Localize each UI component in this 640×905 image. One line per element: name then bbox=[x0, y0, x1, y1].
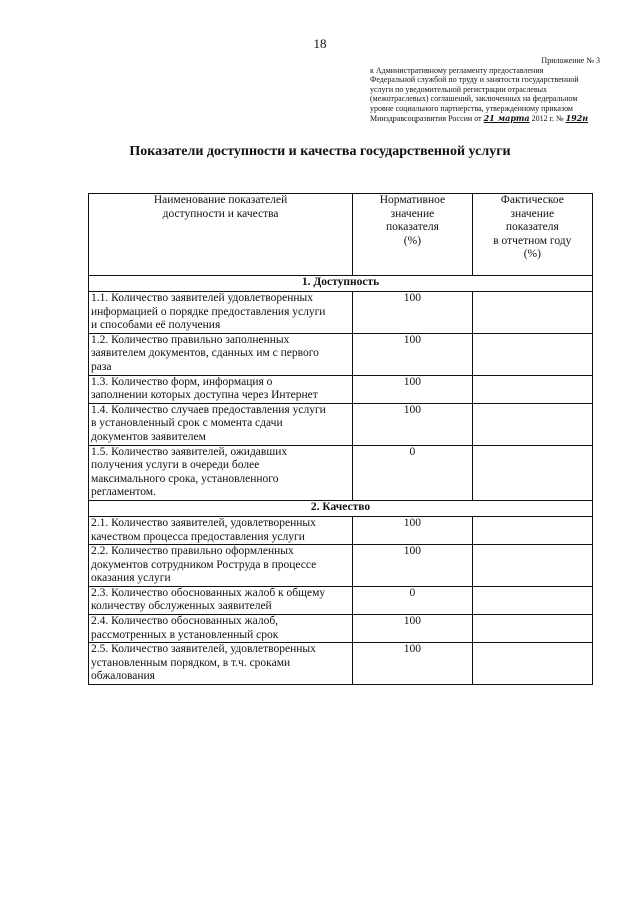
indicator-line: максимального срока, установленного bbox=[91, 472, 279, 485]
order-date-handwritten: 21 марта bbox=[483, 112, 530, 123]
indicator-line: 2.3. Количество обоснованных жалоб к общему bbox=[91, 586, 326, 599]
indicator-line: 2.1. Количество заявителей, удовлетворенных bbox=[91, 516, 316, 529]
indicator-line: документов сотрудником Роструда в процессе bbox=[91, 558, 317, 571]
normative-value: 100 bbox=[353, 545, 473, 587]
table-row bbox=[89, 292, 593, 334]
normative-value: 100 bbox=[353, 643, 473, 685]
indicator-line: информацией о порядке предоставления услуги bbox=[91, 305, 326, 318]
appendix-title: Приложение № 3 bbox=[541, 56, 600, 65]
actual-value bbox=[472, 292, 592, 334]
indicator-line: заполнении которых доступна через Интернет bbox=[91, 389, 318, 402]
normative-value: 0 bbox=[353, 445, 473, 500]
normative-value: 100 bbox=[353, 403, 473, 445]
indicator-name bbox=[89, 403, 353, 445]
order-number-label: № bbox=[555, 113, 564, 123]
order-year: 2012 г. bbox=[531, 113, 554, 123]
indicator-name bbox=[89, 586, 353, 614]
indicator-line: качеством процесса предоставления услуги bbox=[91, 530, 305, 543]
header-actual-line: в отчетном году bbox=[493, 234, 572, 247]
indicator-line: 2.2. Количество правильно оформленных bbox=[91, 545, 294, 558]
normative-value: 100 bbox=[353, 292, 473, 334]
indicator-name bbox=[89, 615, 353, 643]
indicator-line: и способами её получения bbox=[91, 319, 221, 332]
table-row bbox=[89, 516, 593, 544]
header-actual-line: (%) bbox=[523, 248, 541, 261]
header-actual bbox=[472, 194, 592, 276]
header-name-line: доступности и качества bbox=[162, 207, 279, 220]
appendix-order-line bbox=[370, 114, 600, 124]
indicator-name bbox=[89, 545, 353, 587]
indicator-line: 2.5. Количество заявителей, удовлетворенных bbox=[91, 643, 316, 656]
indicator-line: 2.4. Количество обоснованных жалоб, bbox=[91, 615, 279, 628]
header-actual-line: показателя bbox=[505, 221, 559, 234]
table-row bbox=[89, 403, 593, 445]
header-normative-line: Нормативное bbox=[379, 194, 446, 206]
table-row bbox=[89, 586, 593, 614]
table-row bbox=[89, 643, 593, 685]
table-header-row bbox=[89, 194, 593, 276]
table-row bbox=[89, 545, 593, 587]
section-row bbox=[89, 500, 593, 516]
table-row bbox=[89, 375, 593, 403]
indicator-name bbox=[89, 516, 353, 544]
indicator-line: 1.3. Количество форм, информация о bbox=[91, 375, 273, 388]
table-row bbox=[89, 445, 593, 500]
section-title: 2. Качество bbox=[89, 500, 593, 516]
indicator-name bbox=[89, 643, 353, 685]
actual-value bbox=[472, 333, 592, 375]
table-row bbox=[89, 333, 593, 375]
indicator-line: установленным порядком, в т.ч. сроками bbox=[91, 656, 291, 669]
actual-value bbox=[472, 375, 592, 403]
normative-value: 100 bbox=[353, 615, 473, 643]
header-actual-line: значение bbox=[510, 207, 555, 220]
actual-value bbox=[472, 516, 592, 544]
appendix-line: к Административному регламенту предоставления bbox=[370, 65, 544, 75]
page-number: 18 bbox=[313, 36, 327, 51]
actual-value bbox=[472, 643, 592, 685]
table-row bbox=[89, 615, 593, 643]
indicator-name bbox=[89, 292, 353, 334]
indicator-line: в установленный срок с момента сдачи bbox=[91, 417, 283, 430]
header-normative-line: показателя bbox=[385, 221, 439, 234]
order-prefix: Минздравсоцразвития России от bbox=[370, 113, 482, 123]
normative-value: 100 bbox=[353, 516, 473, 544]
indicator-name bbox=[89, 333, 353, 375]
indicator-line: 1.1. Количество заявителей удовлетворенных bbox=[91, 292, 314, 304]
header-actual-line: Фактическое bbox=[500, 194, 564, 206]
indicator-line: документов заявителем bbox=[91, 430, 206, 443]
section-title: 1. Доступность bbox=[89, 276, 593, 292]
indicator-line: 1.4. Количество случаев предоставления услуги bbox=[91, 403, 326, 416]
header-normative-line: (%) bbox=[403, 234, 422, 247]
section-row bbox=[89, 276, 593, 292]
document-title: Показатели доступности и качества государственной услуги bbox=[129, 144, 511, 159]
indicator-line: рассмотренных в установленный срок bbox=[91, 628, 279, 641]
actual-value bbox=[472, 586, 592, 614]
actual-value bbox=[472, 615, 592, 643]
header-name bbox=[89, 194, 353, 276]
indicator-line: обжалования bbox=[91, 670, 155, 683]
normative-value: 100 bbox=[353, 333, 473, 375]
indicator-line: 1.2. Количество правильно заполненных bbox=[91, 333, 290, 346]
appendix-line: уровне социального партнерства, утвержденному приказом bbox=[370, 103, 573, 113]
appendix-line: Федеральной службой по труду и занятости государственной bbox=[370, 75, 579, 85]
indicator-name bbox=[89, 375, 353, 403]
indicator-line: регламентом. bbox=[91, 486, 156, 499]
normative-value: 0 bbox=[353, 586, 473, 614]
indicator-line: получения услуги в очереди более bbox=[91, 459, 260, 472]
indicator-line: оказания услуги bbox=[91, 572, 171, 585]
indicator-name bbox=[89, 445, 353, 500]
actual-value bbox=[472, 403, 592, 445]
indicator-line: заявителем документов, сданных им с первого bbox=[91, 347, 319, 360]
indicator-line: количеству обслуженных заявителей bbox=[91, 600, 272, 613]
indicator-line: 1.5. Количество заявителей, ожидавших bbox=[91, 445, 288, 458]
header-normative bbox=[353, 194, 473, 276]
normative-value: 100 bbox=[353, 375, 473, 403]
appendix-block bbox=[370, 56, 600, 123]
actual-value bbox=[472, 445, 592, 500]
indicators-table bbox=[88, 193, 593, 685]
header-normative-line: значение bbox=[390, 207, 435, 220]
header-name-line: Наименование показателей bbox=[153, 194, 288, 206]
actual-value bbox=[472, 545, 592, 587]
order-number-handwritten: 192н bbox=[565, 112, 589, 123]
appendix-line: (межотраслевых) соглашений, заключенных на федеральном bbox=[370, 94, 578, 104]
indicator-line: раза bbox=[91, 360, 112, 373]
appendix-line: услуги по уведомительной регистрации отраслевых bbox=[370, 84, 548, 94]
